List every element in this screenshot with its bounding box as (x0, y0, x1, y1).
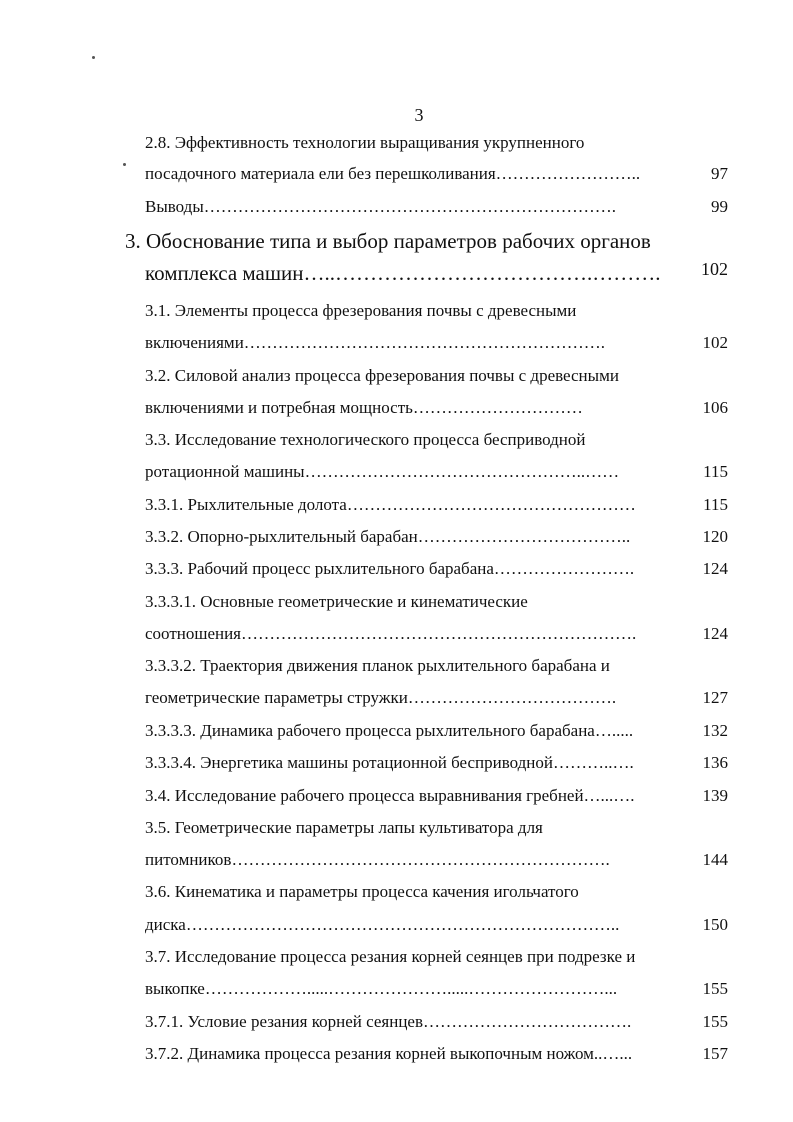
toc-chapter-3-page: 102 (701, 259, 728, 279)
toc-chapter-3-line1: 3. Обоснование типа и выбор параметров рабочих органов (125, 229, 651, 253)
toc-entry-3-7-1: 3.7.1. Условие резания корней сеянцев………………………………. (145, 1012, 632, 1031)
toc-entry-3-7-2: 3.7.2. Динамика процесса резания корней выкопочным ножом..…... (145, 1044, 633, 1063)
toc-entry-3-3-3: 3.3.3. Рабочий процесс рыхлительного барабана……………………. (145, 559, 635, 578)
toc-entry-3-1-line2: включениями………………………………………………………. (145, 333, 606, 352)
toc-entry-3-3-line2: ротационной машины…………………………………………..…… (145, 462, 620, 481)
toc-entry-3-6-line2: диска………………………………………………………………….. (145, 915, 620, 934)
toc-entry-3-2-page: 106 (702, 398, 728, 417)
toc-entry-3-2-line2: включениями и потребная мощность………………………… (145, 398, 583, 417)
page-number: 3 (414, 105, 424, 125)
toc-entry-3-3-3-3-page: 132 (702, 721, 728, 740)
toc-entry-conclusions: Выводы………………………………………………………………. (145, 197, 617, 216)
toc-entry-3-5-line2: питомников…………………………………………………………. (145, 850, 610, 869)
toc-entry-3-3-3-2-page: 127 (702, 688, 728, 707)
toc-entry-3-6-page: 150 (702, 915, 728, 934)
toc-entry-2-8-line2: посадочного материала ели без перешколивания…………………….. (145, 164, 641, 183)
toc-entry-conclusions-page: 99 (711, 197, 728, 216)
toc-entry-3-3-1: 3.3.1. Рыхлительные долота…………………………………………… (145, 495, 636, 514)
toc-entry-3-7-2-page: 157 (702, 1044, 728, 1063)
toc-entry-3-1-line1: 3.1. Элементы процесса фрезерования почвы с древесными (145, 301, 577, 320)
toc-entry-3-6-line1: 3.6. Кинематика и параметры процесса качения игольчатого (145, 882, 579, 901)
toc-entry-3-4: 3.4. Исследование рабочего процесса выравнивания гребней…...…. (145, 786, 635, 805)
toc-entry-3-5-page: 144 (702, 850, 728, 869)
toc-entry-3-2-line1: 3.2. Силовой анализ процесса фрезерования почвы с древесными (145, 366, 619, 385)
toc-entry-3-3-3-1-page: 124 (702, 624, 728, 643)
toc-entry-3-3-2-page: 120 (702, 527, 728, 546)
toc-entry-3-1-page: 102 (702, 333, 728, 352)
toc-entry-3-3-1-page: 115 (703, 495, 728, 514)
toc-entry-3-3-3-1-line1: 3.3.3.1. Основные геометрические и кинематические (145, 592, 528, 611)
toc-entry-3-7-line1: 3.7. Исследование процесса резания корней сеянцев при подрезке и (145, 947, 636, 966)
toc-entry-3-7-page: 155 (702, 979, 728, 998)
toc-entry-3-3-3-2-line1: 3.3.3.2. Траектория движения планок рыхлительного барабана и (145, 656, 610, 675)
toc-entry-3-3-3-4: 3.3.3.4. Энергетика машины ротационной бесприводной………..…. (145, 753, 634, 772)
toc-entry-3-3-3-page: 124 (702, 559, 728, 578)
toc-chapter-3-line2: комплекса машин…..……………………………….………. (145, 261, 661, 285)
toc-entry-3-3-3-1-line2: соотношения……………………………………………………………. (145, 624, 637, 643)
toc-entry-3-3-page: 115 (703, 462, 728, 481)
toc-entry-3-7-line2: выкопке……………….....………………….....……………………... (145, 979, 618, 998)
toc-entry-3-5-line1: 3.5. Геометрические параметры лапы культиватора для (145, 818, 543, 837)
toc-entry-3-7-1-page: 155 (702, 1012, 728, 1031)
toc-entry-3-3-line1: 3.3. Исследование технологического процесса бесприводной (145, 430, 586, 449)
toc-entry-3-3-3-2-line2: геометрические параметры стружки………………………………. (145, 688, 617, 707)
toc-entry-3-3-3-3: 3.3.3.3. Динамика рабочего процесса рыхлительного барабана…..... (145, 721, 634, 740)
toc-entry-2-8-page: 97 (711, 164, 728, 183)
toc-entry-3-4-page: 139 (702, 786, 728, 805)
toc-entry-3-3-2: 3.3.2. Опорно-рыхлительный барабан……………………………….. (145, 527, 631, 546)
toc-entry-3-3-3-4-page: 136 (702, 753, 728, 772)
toc-entry-2-8-line1: 2.8. Эффективность технологии выращивания укрупненного (145, 133, 585, 152)
